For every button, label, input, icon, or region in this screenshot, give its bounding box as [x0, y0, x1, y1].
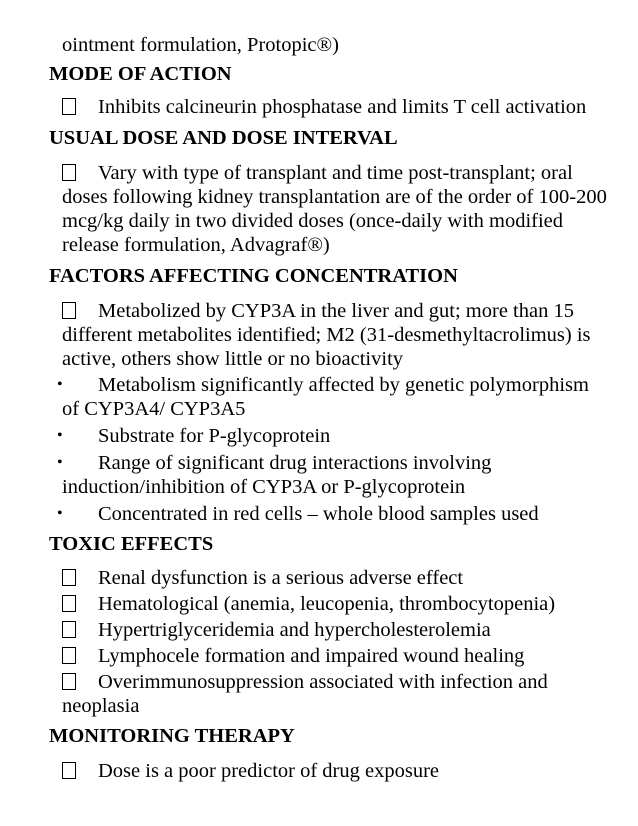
checkbox-bullet-icon: [62, 98, 76, 115]
factors-item-4-line-1: Range of significant drug interactions involving: [98, 452, 492, 474]
factors-item-2-line-1: Metabolism significantly affected by genetic polymorphism: [98, 374, 589, 396]
checkbox-bullet-icon: [62, 164, 76, 181]
checkbox-bullet-icon: [62, 647, 76, 664]
toxic-item-1: Renal dysfunction is a serious adverse effect: [98, 567, 464, 589]
mode-item-1: Inhibits calcineurin phosphatase and limits T cell activation: [98, 96, 587, 118]
checkbox-bullet-icon: [62, 302, 76, 319]
factors-item-1-line-1: Metabolized by CYP3A in the liver and gut; more than 15: [98, 300, 574, 322]
toxic-item-4: Lymphocele formation and impaired wound healing: [98, 645, 525, 667]
factors-item-3: Substrate for P-glycoprotein: [98, 425, 331, 447]
factors-item-1-line-3: active, others show little or no bioactivity: [62, 348, 404, 370]
heading-monitoring-therapy: MONITORING THERAPY: [49, 725, 295, 747]
factors-item-1-line-2: different metabolites identified; M2 (31-desmethyltacrolimus) is: [62, 324, 591, 346]
checkbox-bullet-icon: [62, 621, 76, 638]
bullet-dot-icon: •: [57, 427, 63, 444]
factors-item-5: Concentrated in red cells – whole blood samples used: [98, 503, 539, 525]
dose-item-1-line-2: doses following kidney transplantation are of the order of 100-200: [62, 186, 607, 208]
heading-mode-of-action: MODE OF ACTION: [49, 63, 232, 85]
checkbox-bullet-icon: [62, 569, 76, 586]
toxic-item-2: Hematological (anemia, leucopenia, thrombocytopenia): [98, 593, 556, 615]
toxic-item-3: Hypertriglyceridemia and hypercholesterolemia: [98, 619, 491, 641]
toxic-item-5-line-2: neoplasia: [62, 695, 140, 717]
toxic-item-5-line-1: Overimmunosuppression associated with infection and: [98, 671, 548, 693]
bullet-dot-icon: •: [57, 454, 63, 471]
checkbox-bullet-icon: [62, 595, 76, 612]
heading-factors: FACTORS AFFECTING CONCENTRATION: [49, 265, 458, 287]
dose-item-1-line-4: release formulation, Advagraf®): [62, 234, 330, 256]
factors-item-2-line-2: of CYP3A4/ CYP3A5: [62, 398, 246, 420]
factors-item-4-line-2: induction/inhibition of CYP3A or P-glycoprotein: [62, 476, 466, 498]
bullet-dot-icon: •: [57, 376, 63, 393]
dose-item-1-line-1: Vary with type of transplant and time post-transplant; oral: [98, 162, 573, 184]
heading-toxic-effects: TOXIC EFFECTS: [49, 533, 214, 555]
monitoring-item-1: Dose is a poor predictor of drug exposure: [98, 760, 440, 782]
intro-line: ointment formulation, Protopic®): [62, 34, 339, 56]
checkbox-bullet-icon: [62, 762, 76, 779]
dose-item-1-line-3: mcg/kg daily in two divided doses (once-daily with modified: [62, 210, 564, 232]
heading-usual-dose: USUAL DOSE AND DOSE INTERVAL: [49, 127, 398, 149]
bullet-dot-icon: •: [57, 505, 63, 522]
checkbox-bullet-icon: [62, 673, 76, 690]
